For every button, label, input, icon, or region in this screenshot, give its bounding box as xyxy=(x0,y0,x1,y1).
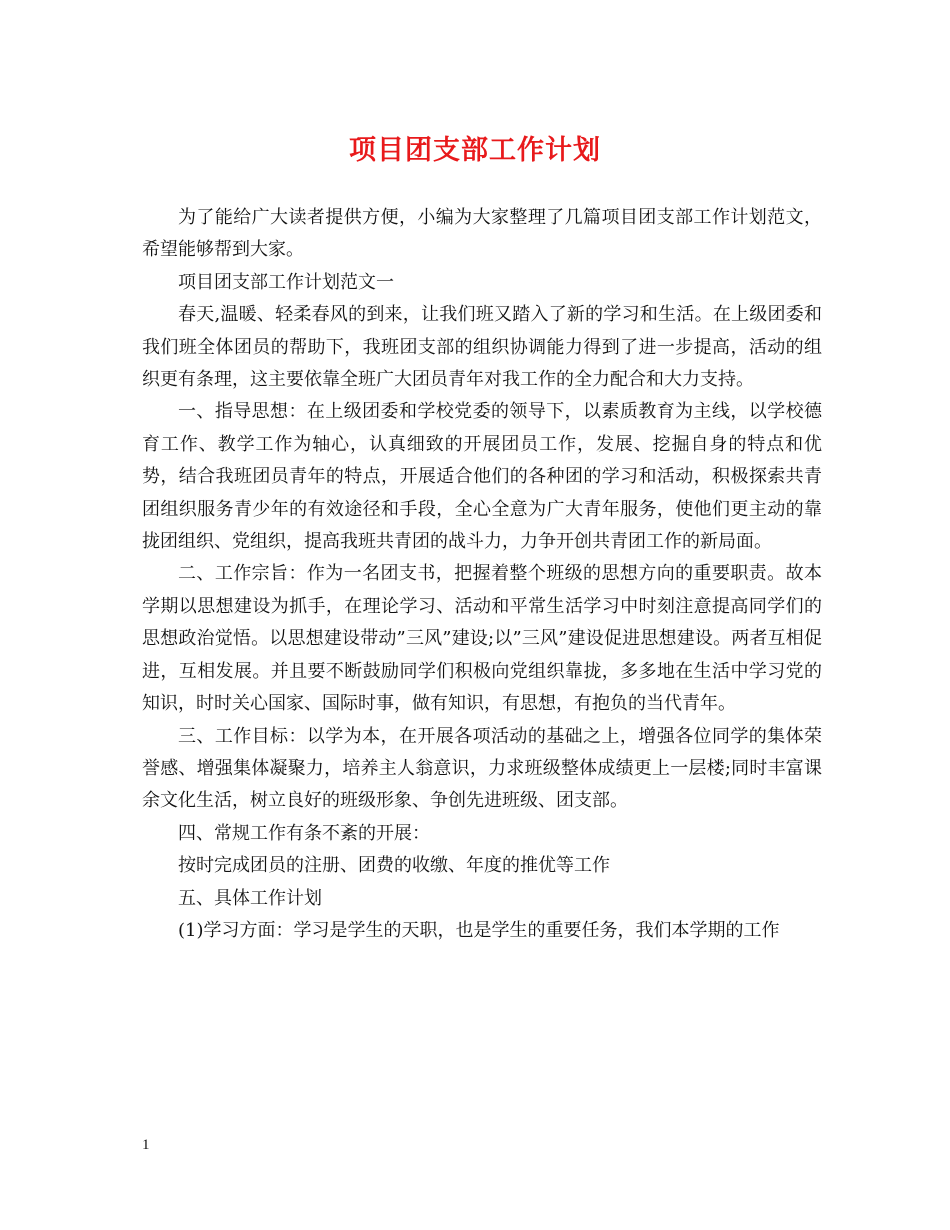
paragraph-routine-work: 四、常规工作有条不紊的开展： xyxy=(178,822,430,844)
paragraph-guiding-thought: 一、指导思想：在上级团委和学校党委的领导下，以素质教育为主线，以学校德育工作、教学工作为轴心，认真细致的开展团员工作，发展、挖掘自身的特点和优势，结合我班团员青年的特点，开展适合他们的各种团的学习和活动，积极探索共青团组织服务青少年的有效途径和手段，全心全意为广大青年服务，使他们更主动的靠拢团组织、党组织，提高我班共青团的战斗力，力争开创共青团工作的新局面。 xyxy=(142,401,822,553)
document-title: 项目团支部工作计划 xyxy=(349,135,601,166)
paragraph-intro: 为了能给广大读者提供方便，小编为大家整理了几篇项目团支部工作计划范文，希望能够帮到大家。 xyxy=(142,207,822,261)
paragraph-routine-tasks: 按时完成团员的注册、团费的收缴、年度的推优等工作 xyxy=(178,855,610,877)
paragraph-work-goal: 三、工作目标：以学为本，在开展各项活动的基础之上，增强各位同学的集体荣誉感、增强集体凝聚力，培养主人翁意识，力求班级整体成绩更上一层楼;同时丰富课余文化生活，树立良好的班级形象、争创先进班级、团支部。 xyxy=(142,725,822,812)
document-body xyxy=(142,202,822,947)
paragraph-study-aspect: (1)学习方面：学习是学生的天职，也是学生的重要任务，我们本学期的工作 xyxy=(178,919,780,941)
paragraph-specific-plan: 五、具体工作计划 xyxy=(178,887,322,909)
page-number: 1 xyxy=(142,1137,150,1153)
paragraph-sample-heading: 项目团支部工作计划范文一 xyxy=(178,271,394,293)
paragraph-spring: 春天,温暖、轻柔春风的到来，让我们班又踏入了新的学习和生活。在上级团委和我们班全体团员的帮助下，我班团支部的组织协调能力得到了进一步提高，活动的组织更有条理，这主要依靠全班广大团员青年对我工作的全力配合和大力支持。 xyxy=(142,304,822,391)
paragraph-work-purpose: 二、工作宗旨：作为一名团支书，把握着整个班级的思想方向的重要职责。故本学期以思想建设为抓手，在理论学习、活动和平常生活学习中时刻注意提高同学们的思想政治觉悟。以思想建设带动”三风”建设;以”三风”建设促进思想建设。两者互相促进，互相发展。并且要不断鼓励同学们积极向党组织靠拢，多多地在生活中学习党的知识，时时关心国家、国际时事，做有知识，有思想，有抱负的当代青年。 xyxy=(142,563,822,715)
